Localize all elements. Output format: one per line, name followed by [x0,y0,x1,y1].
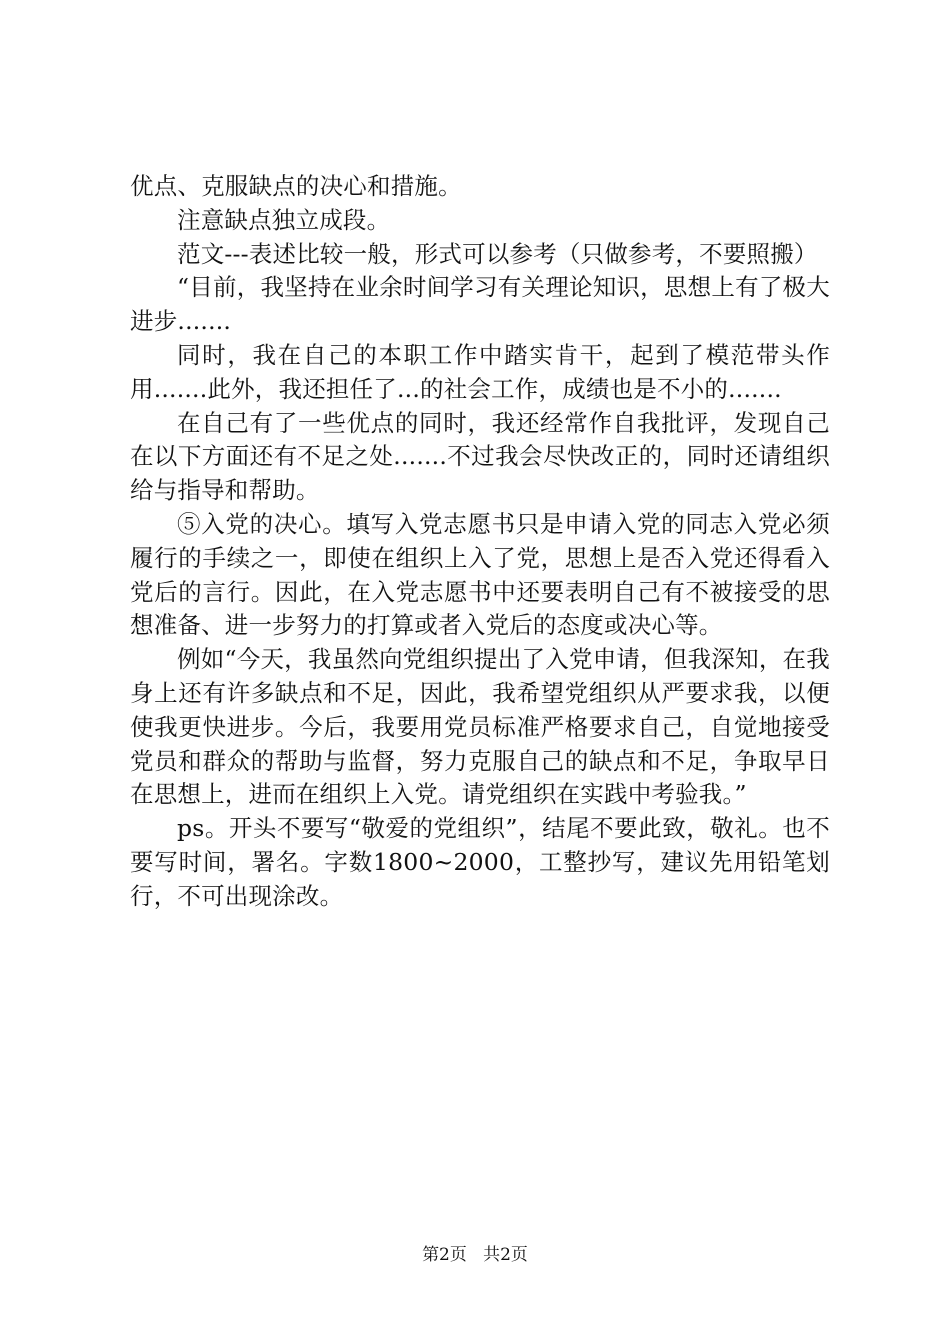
page-footer [0,1244,950,1266]
document-body [130,170,830,914]
paragraph-ps: ps。开头不要写“敬爱的党组织”，结尾不要此致，敬礼。也不要写时间，署名。字数1800~2000，工整抄写，建议先用铅笔划行，不可出现涂改。 [130,814,830,910]
paragraph-sample-study: “目前，我坚持在业余时间学习有关理论知识，思想上有了极大进步....... [130,273,830,336]
paragraph-continuation: 优点、克服缺点的决心和措施。 [130,172,462,200]
paragraph-sample-intro: 范文---表述比较一般，形式可以参考（只做参考，不要照搬） [177,239,818,268]
footer-spacer [472,1245,477,1265]
paragraph-sample-work: 同时，我在自己的本职工作中踏实肯干，起到了模范带头作用.......此外，我还担任了...的社会工作，成绩也是不小的....... [130,340,830,403]
paragraph-note: 注意缺点独立成段。 [177,205,391,234]
paragraph-determination: ⑤入党的决心。填写入党志愿书只是申请入党的同志入党必须履行的手续之一，即使在组织上入了党，思想上是否入党还得看入党后的言行。因此，在入党志愿书中还要表明自己有不被接受的思想准备、进一步努力的打算或者入党后的态度或决心等。 [130,509,830,640]
total-pages: 共2页 [483,1245,528,1265]
paragraph-sample-shortcomings: 在自己有了一些优点的同时，我还经常作自我批评，发现自己在以下方面还有不足之处.......不过我会尽快改正的，同时还请组织给与指导和帮助。 [130,408,830,505]
page-number: 第2页 [422,1245,467,1265]
paragraph-example: 例如“今天，我虽然向党组织提出了入党申请，但我深知，在我身上还有许多缺点和不足，因此，我希望党组织从严要求我，以便使我更快进步。今后，我要用党员标准严格要求自己，自觉地接受党员和群众的帮助与监督，努力克服自己的缺点和不足，争取早日在思想上，进而在组织上入党。请党组织在实践中考验我。” [130,645,830,809]
